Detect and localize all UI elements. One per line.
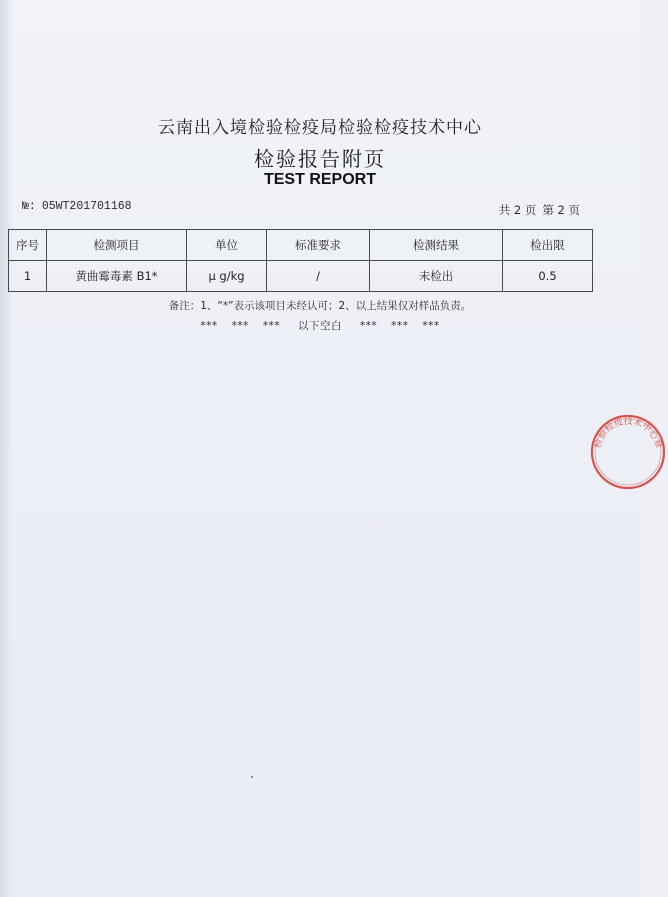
header-unit: 单位	[187, 230, 267, 261]
end-stars: ***	[200, 320, 218, 332]
end-of-report-marker	[0, 318, 640, 333]
document-title: 检验报告附页	[254, 147, 386, 171]
cell-standard: /	[267, 261, 370, 292]
cell-unit: μ g/kg	[187, 261, 267, 292]
paper-speck	[251, 776, 253, 778]
total-pages: 共 2 页	[498, 203, 537, 217]
report-number	[22, 200, 132, 213]
table-header-row	[9, 230, 593, 261]
current-page: 第 2 页	[542, 203, 580, 217]
table-row	[9, 261, 593, 292]
cell-detection-limit: 0.5	[503, 261, 593, 292]
remarks-note: 备注：1、“*”表示该项目未经认可；2、以上结果仅对样品负责。	[168, 300, 472, 312]
end-stars: ***	[422, 320, 440, 332]
results-table	[8, 229, 593, 292]
report-number-value: 05WT201701168	[41, 200, 132, 213]
official-seal-stamp	[588, 412, 668, 492]
end-stars: ***	[391, 320, 409, 332]
cell-serial: 1	[9, 261, 47, 292]
organization-title: 云南出入境检验检疫局检验检疫技术中心	[158, 118, 482, 138]
page-indicator	[499, 202, 580, 218]
header-detection-limit: 检出限	[503, 230, 593, 261]
document-subtitle: TEST REPORT	[263, 171, 376, 188]
svg-text:检验检疫技术中心章	[591, 415, 665, 450]
report-number-label: №:	[22, 200, 36, 213]
header-test-item: 检测项目	[47, 230, 187, 261]
end-text: 以下空白	[298, 320, 342, 332]
end-stars: ***	[359, 320, 378, 332]
header-standard: 标准要求	[267, 230, 370, 261]
cell-test-item: 黄曲霉毒素 B1*	[47, 261, 187, 292]
end-stars: ***	[262, 320, 281, 332]
header-serial: 序号	[9, 230, 47, 261]
cell-result: 未检出	[370, 261, 503, 292]
end-stars: ***	[231, 320, 249, 332]
seal-text: 检验检疫技术中心章	[593, 416, 663, 450]
header-result: 检测结果	[370, 230, 503, 261]
